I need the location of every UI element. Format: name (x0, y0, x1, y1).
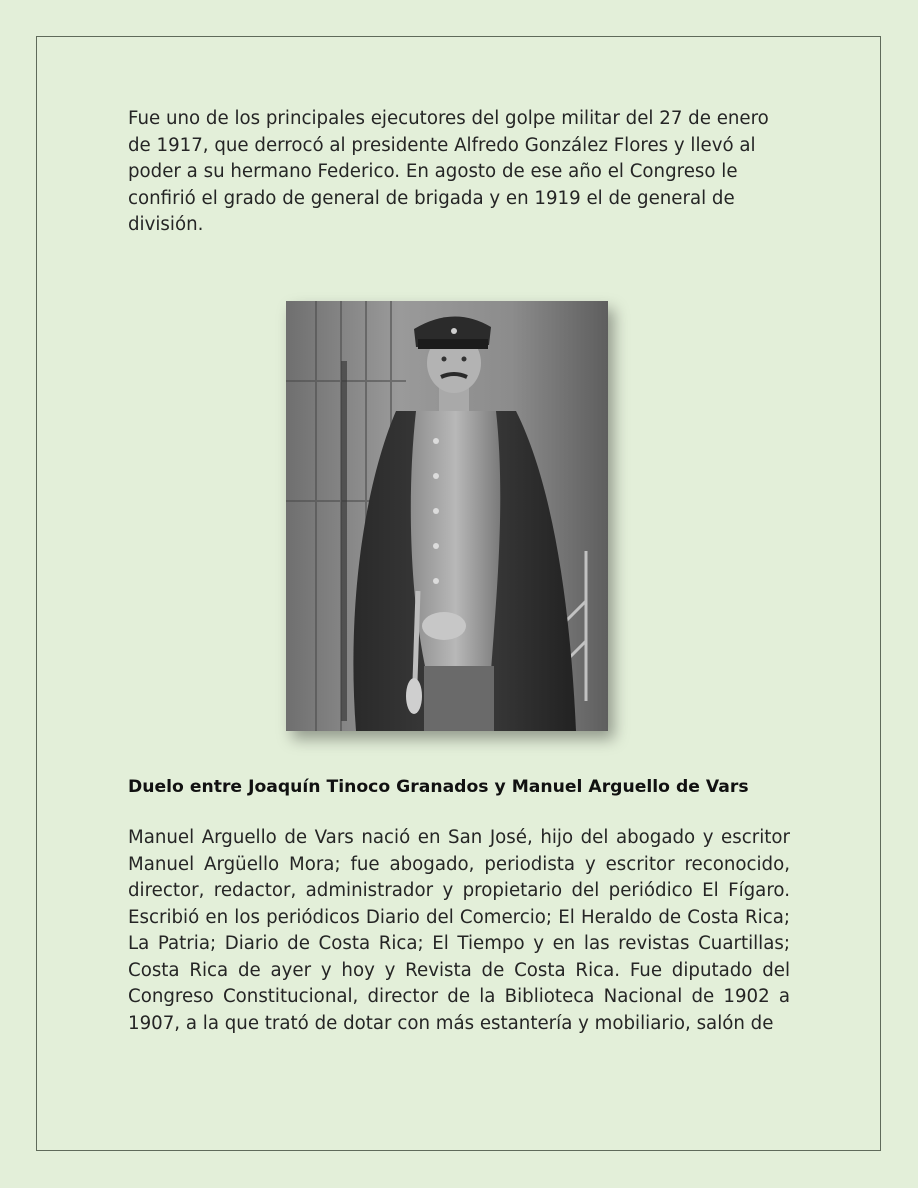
section-heading: Duelo entre Joaquín Tinoco Granados y Manuel Arguello de Vars (128, 777, 749, 797)
intro-paragraph: Fue uno de los principales ejecutores del golpe militar del 27 de enero de 1917, que derrocó al presidente Alfredo González Flores y llevó al poder a su hermano Federico. En agosto de ese año el Congreso le confirió el grado de general de brigada y en 1919 el de general de división. (128, 108, 769, 235)
body-paragraph: Manuel Arguello de Vars nació en San José, hijo del abogado y escritor Manuel Argüello Mora; fue abogado, periodista y escritor reconocido, director, redactor, administrador y propietario del periódico El Fígaro. Escribió en los periódicos Diario del Comercio; El Heraldo de Costa Rica; La Patria; Diario de Costa Rica; El Tiempo y en las revistas Cuartillas; Costa Rica de ayer y hoy y Revista de Costa Rica. Fue diputado del Congreso Constitucional, director de la Biblioteca Nacional de 1902 a 1907, a la que trató de dotar con más estantería y mobiliario, salón de (128, 827, 790, 1034)
portrait-photo (286, 301, 608, 731)
